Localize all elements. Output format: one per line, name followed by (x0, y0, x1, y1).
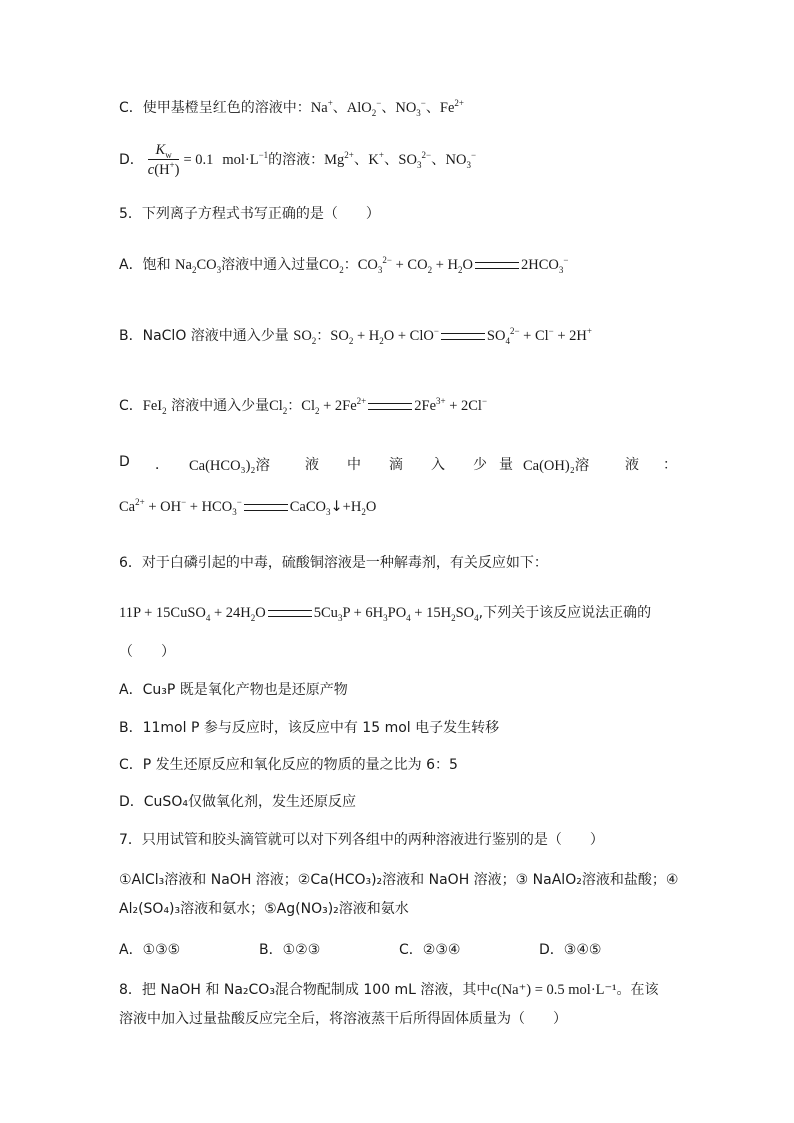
q5-option-b[interactable] (119, 326, 592, 346)
option-text: 使甲基橙呈红色的溶液中： (142, 100, 311, 116)
ion-list: Na+、AlO$_2$−、$NO_3^-$、$Fe^{2+}$ (310, 98, 464, 118)
q8-stem-line1 (119, 980, 659, 1000)
option-label: C． (119, 100, 143, 116)
option-text: 量 (499, 457, 513, 473)
q6-stem: 6．对于白磷引起的中毒，硫酸铜溶液是一种解毒剂，有关反应如下： (119, 555, 548, 571)
q7-groups-line1: ①AlCl₃溶液和 NaOH 溶液；②Ca(HCO₃)₂溶液和 NaOH 溶液；③ NaAlO₂溶液和盐酸；④ (119, 872, 679, 888)
q7-options (119, 939, 679, 959)
unit: $mol\cdot L^{-1}$ (222, 150, 269, 168)
option-text: 饱和 (142, 257, 171, 273)
q5-option-c[interactable] (119, 396, 487, 416)
stem-continuation: ,下列关于该反应说法正确的 (478, 605, 652, 621)
q6-option-b[interactable]: B．11mol P 参与反应时，该反应中有 15 mol 电子发生转移 (119, 720, 500, 736)
option-text: 液 (305, 457, 319, 473)
ionic-equation: $Cl_2 + 2Fe^{2+}$ $2Fe^{3+} + 2Cl^-$ (301, 396, 488, 416)
q6-option-c[interactable]: C．P 发生还原反应和氧化反应的物质的量之比为 6：5 (119, 757, 458, 773)
q7-option-b[interactable]: B．①②③ (259, 942, 321, 958)
fraction-value: = 0.1 (183, 152, 214, 168)
q5-stem: 5．下列离子方程式书写正确的是（ ） (119, 206, 380, 222)
q6-option-a[interactable]: A．Cu₃P 既是氧化产物也是还原产物 (119, 682, 348, 698)
formula: $Na_2CO_3$ (175, 257, 222, 275)
option-text: ： (663, 457, 677, 473)
option-text: NaClO 溶液中通入少量 (142, 328, 289, 344)
q6-equation-line (119, 603, 651, 623)
formula: FeI$_2$ (142, 398, 167, 416)
option-text: ： (343, 257, 358, 273)
q5-option-a[interactable] (119, 255, 568, 275)
option-text: ． (155, 457, 169, 473)
option-label: A． (119, 257, 143, 273)
q4-option-d[interactable] (119, 140, 476, 180)
q7-groups-line2: Al₂(SO₄)₃溶液和氨水；⑤Ag(NO₃)₂溶液和氨水 (119, 901, 409, 917)
concentration-expression: c(Na⁺) = 0.5 mol·L⁻¹ (490, 982, 617, 998)
option-text: 入 (431, 457, 445, 473)
q5-option-d-equation: $Ca^{2+} + OH^- + HCO_3^-$ $CaCO_3↓+H_2O$ (119, 497, 377, 517)
option-text: 液 (625, 457, 639, 473)
option-label: B． (119, 328, 143, 344)
q6-option-d[interactable]: D．CuSO₄仅做氧化剂，发生还原反应 (119, 794, 356, 810)
q7-option-c[interactable]: C．②③④ (399, 942, 461, 958)
redox-equation: 11P + 15CuSO$_4$ + $24H_2O$ $5Cu_3P + 6H_3PO_4 + 15H_2SO_4$ (119, 605, 479, 623)
formula: Ca(OH)₂溶 (523, 458, 590, 474)
option-text: 中 (347, 457, 361, 473)
q8-stem-line2: 溶液中加入过量盐酸反应完全后，将溶液蒸干后所得固体质量为（ ） (119, 1011, 567, 1027)
kw-fraction: $\frac{K_w}{c(H^+)}$ (147, 141, 180, 178)
stem-text: 8．把 NaOH 和 Na₂CO₃混合物配制成 100 mL 溶液，其中 (119, 982, 491, 998)
formula: $Cl_2$ (269, 398, 288, 416)
stem-text: 。在该 (616, 982, 659, 998)
q7-option-a[interactable]: A．①③⑤ (119, 942, 181, 958)
option-text: 溶液中通入过量 (221, 257, 320, 273)
ion-list: $Mg^{2+}$、K+、$SO_3^{2-}$、$NO_3^-$ (324, 150, 477, 170)
option-label: C． (119, 398, 143, 414)
q7-option-d[interactable]: D．③④⑤ (539, 942, 602, 958)
q7-stem: 7．只用试管和胶头滴管就可以对下列各组中的两种溶液进行鉴别的是（ ） (119, 832, 604, 848)
option-label: D． (119, 152, 144, 168)
formula: $CO_2$ (319, 257, 344, 275)
option-text: ： (316, 328, 331, 344)
formula: Ca(HCO₃)₂溶 (189, 458, 270, 474)
option-text: ： (287, 398, 302, 414)
ionic-equation: $CO_3^{2-} + CO_2 + H_2O$ $2HCO_3^-$ (357, 255, 569, 275)
q6-answer-paren: （ ） (119, 644, 175, 660)
option-text: 的溶液： (268, 152, 325, 168)
q5-option-d[interactable] (119, 454, 675, 474)
formula: $SO_2$ (293, 328, 317, 346)
option-text: 少 (473, 457, 487, 473)
ionic-equation: $SO_2 + H_2O + ClO^-$ $SO_4^{2-} + Cl^- + 2H^+$ (330, 326, 592, 346)
option-text: 溶液中通入少量 (171, 398, 270, 414)
q4-option-c[interactable] (119, 98, 464, 118)
option-text: 滴 (389, 457, 403, 473)
option-label: D (119, 454, 130, 470)
